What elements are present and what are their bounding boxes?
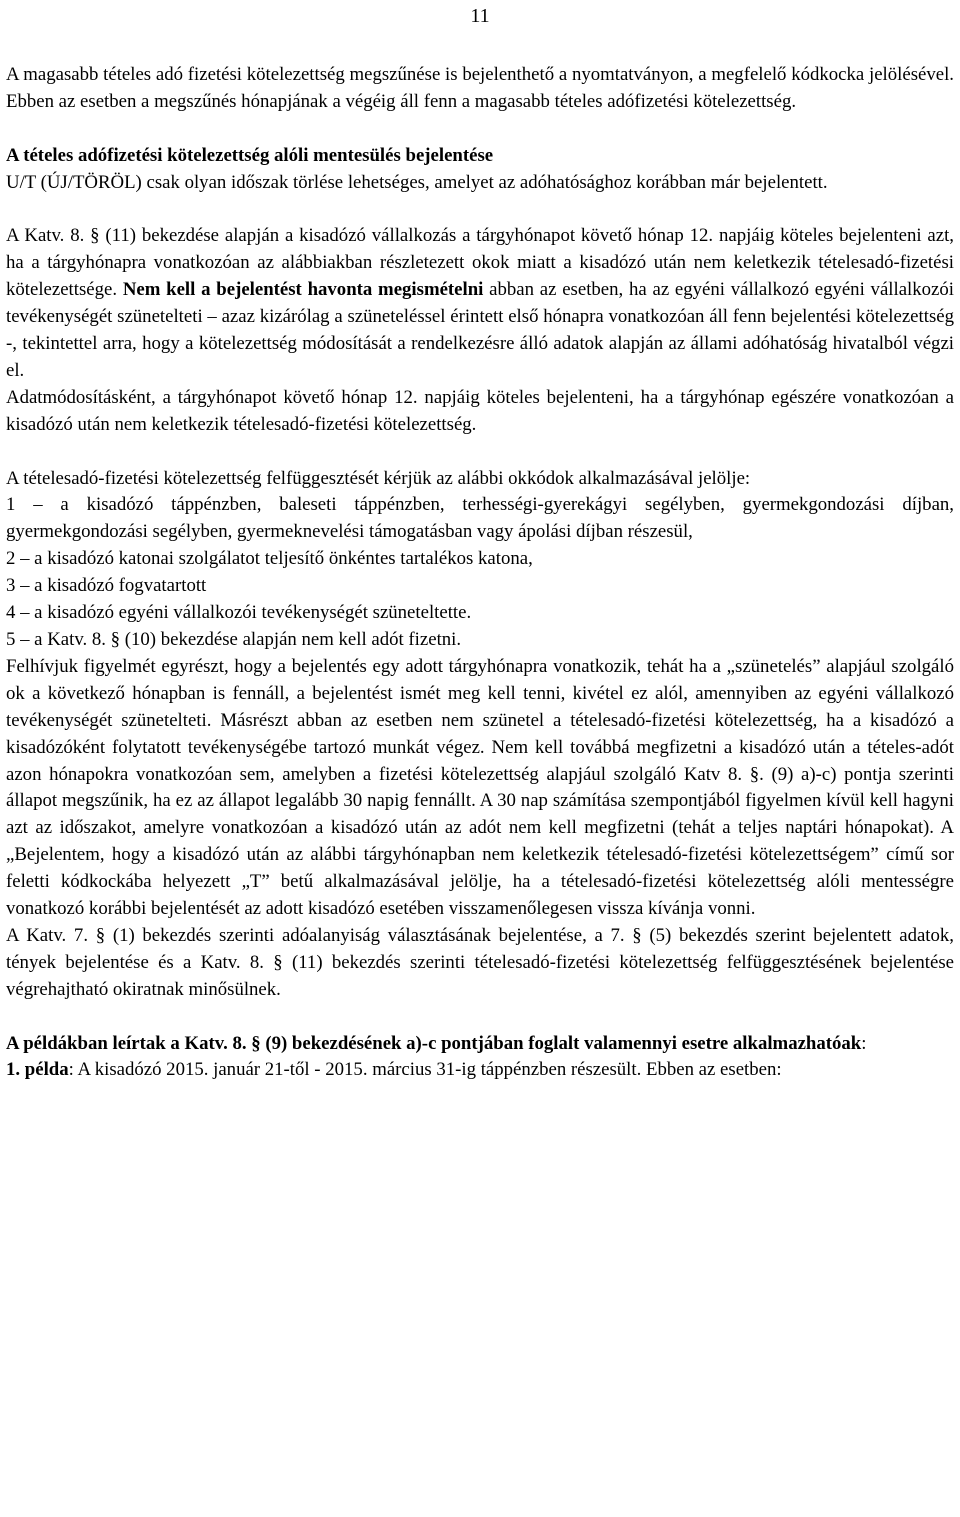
heading-text: A tételes adófizetési kötelezettség alóli mentesülés bejelentése — [6, 144, 494, 166]
paragraph-text: : — [861, 1032, 867, 1054]
code-item: 1 – a kisadózó táppénzben, baleseti táppénzben, terhességi-gyerekágyi segélyben, gyermekgondozási díjban, gyermekgondozási segélyben, gyermeknevelési támogatásban vagy ápolási díjban részesül, — [6, 494, 954, 543]
paragraph-example-1 — [6, 1057, 954, 1084]
paragraph-tax-termination: A magasabb tételes adó fizetési kötelezettség megszűnése is bejelenthető a nyomtatványon, a megfelelő kódkocka jelölésével. Ebben az esetben a megszűnés hónapjának a végéig áll fenn a magasabb tételes adófizetési kötelezettség. — [6, 64, 954, 112]
paragraph-suspension-codes-intro: A tételesadó-fizetési kötelezettség felfüggesztését kérjük az alábbi okkódok alkalmazásával jelölje: — [6, 467, 751, 489]
paragraph-ut-deletion: U/T (ÚJ/TÖRÖL) csak olyan időszak törlése lehetséges, amelyet az adóhatósághoz korábban már bejelentett. — [6, 171, 828, 193]
emphasis-text: Nem kell a bejelentést havonta megismételni — [122, 279, 484, 301]
example-label: 1. példa — [6, 1059, 69, 1081]
code-item: 2 – a kisadózó katonai szolgálatot teljesítő önkéntes tartalékos katona, — [6, 548, 533, 570]
section-heading-exemption — [6, 143, 954, 170]
paragraph-text: A Katv. 8. § (11) bekezdése alapján a kisadózó vállalkozás a tárgyhónapot követő hónap 12. napjáig köteles bejelenteni azt, ha a tárgyhónapra vonatkozóan az alábbiakban részletezett okok miatt a kisadózó után nem keletkezik tételesadó-fizetési kötelezettsége. — [6, 225, 954, 301]
paragraph-enforceable: A Katv. 7. § (1) bekezdés szerinti adóalanyiság választásának bejelentése, a 7. § (5) bekezdés szerint bejelentett adatok, tények bejelentése és a Katv. 8. § (11) bekezdés szerinti tételesadó-fizetési kötelezettség felfüggesztésének bejelentése végrehajtható okiratnak minősülnek. — [6, 924, 954, 1000]
paragraph-katv-8-11 — [6, 223, 954, 384]
code-item: 4 – a kisadózó egyéni vállalkozói tevékenységét szüneteltette. — [6, 602, 472, 624]
paragraph-notice: Felhívjuk figyelmét egyrészt, hogy a bejelentés egy adott tárgyhónapra vonatkozik, tehát ha a „szünetelés” alapjául szolgáló ok a következő hónapban is fennáll, a bejelentést ismét meg kell tenni, kivétel ez alól, amennyiben az egyéni vállalkozó tevékenységét szünetelteti. Másrészt abban az esetben nem szünetel a tételesadó-fizetési kötelezettség, ha a kisadózó a kisadózóként folytatott tevékenységébe tartozó munkát végez. Nem kell továbbá megfizetni a kisadózó után a tételes-adót azon hónapokra vonatkozóan sem, amelyben a fizetési kötelezettség alapjául szolgáló Katv 8. §. (9) a)-c) pontja szerinti állapot megszűnik, ha ez az állapot legalább 30 napig fennállt. A 30 nap számítása szempontjából figyelmen kívül kell hagyni azt az időszakot, amelyre vonatkozóan a kisadózó után az adót nem kell megfizetni (tehát a teljes naptári hónapokat). A „Bejelentem, hogy a kisadózó után az alábbi tárgyhónapban nem keletkezik tételesadó-fizetési kötelezettségem” című sor feletti kódkockába helyezett „T” betű alkalmazásával jelölje, ha a tételesadó-fizetési kötelezettség alóli mentességre vonatkozó korábbi bejelentését az adott kisadózó esetében visszamenőlegesen vissza kívánja vonni. — [6, 655, 954, 920]
code-item: 5 – a Katv. 8. § (10) bekezdése alapján nem kell adót fizetni. — [6, 628, 462, 650]
paragraph-text: : A kisadózó 2015. január 21-től - 2015. március 31-ig táppénzben részesült. Ebben az esetben: — [68, 1059, 782, 1081]
paragraph-text: abban az esetben, ha az egyéni vállalkozó egyéni vállalkozói tevékenységét szünetelteti – azaz kizárólag a szüneteléssel érintett első hónapra vonatkozóan áll fenn bejelentési kötelezettség -, tekintettel arra, hogy a kötelezettség módosítását a rendelkezésre álló adatok alapján az állami adóhatóság hivatalból végzi el. — [6, 279, 955, 381]
page-number: 11 — [470, 5, 490, 27]
paragraph-data-modification: Adatmódosításként, a tárgyhónapot követő hónap 12. napjáig köteles bejelenteni, ha a tárgyhónap egészére vonatkozóan a kisadózó után nem keletkezik tételesadó-fizetési kötelezettség. — [6, 386, 954, 435]
code-item: 3 – a kisadózó fogvatartott — [6, 575, 207, 597]
paragraph-examples-intro — [6, 1031, 954, 1058]
document-body — [6, 62, 954, 1084]
emphasis-text: A példákban leírtak a Katv. 8. § (9) bekezdésének a)-c pontjában foglalt valamennyi esetre alkalmazhatóak — [6, 1032, 862, 1054]
